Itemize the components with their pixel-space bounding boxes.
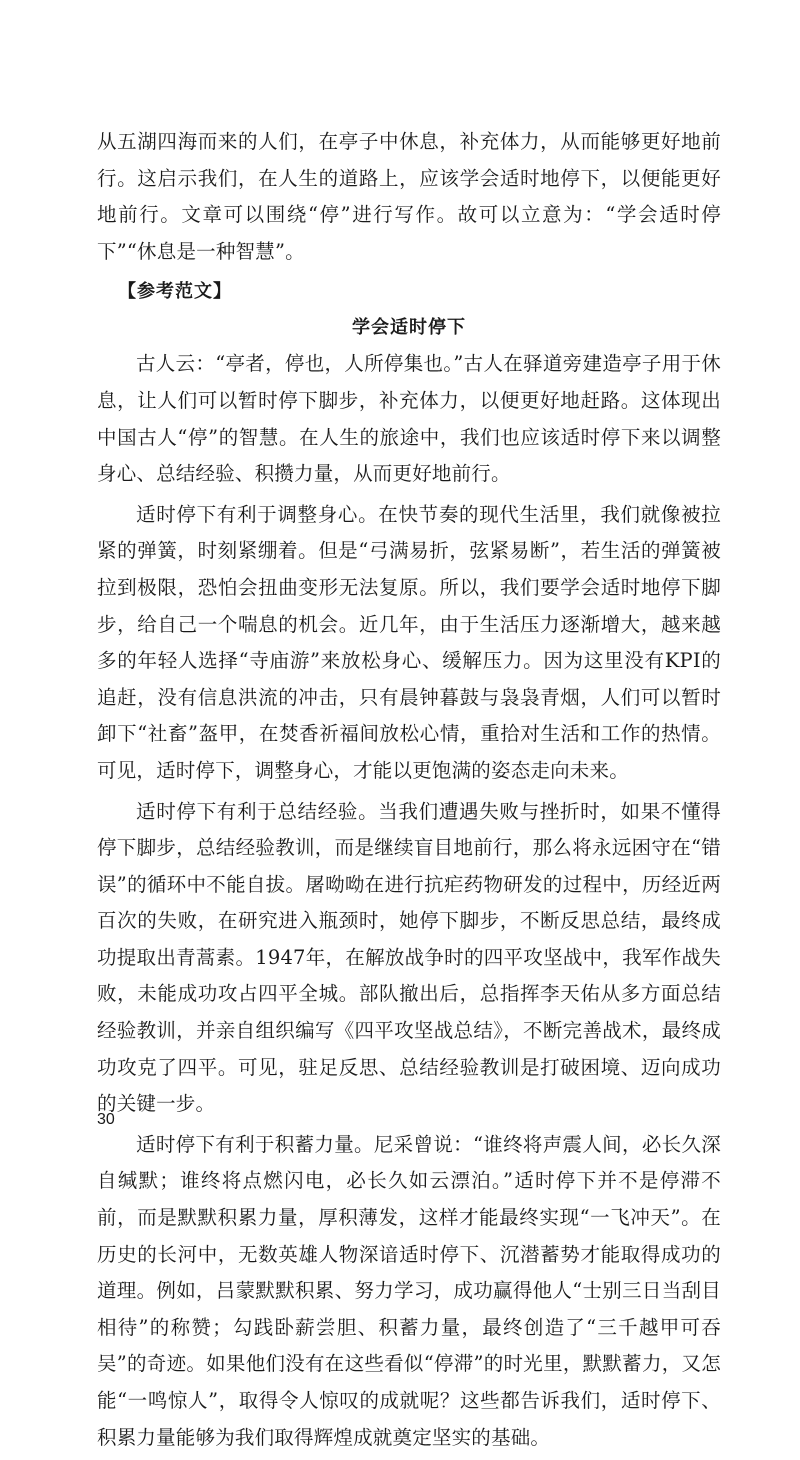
page-number: 30 [97,1111,115,1128]
essay-title: 学会适时停下 [352,317,466,339]
essay-paragraph-1: 古人云：“亭者，停也，人所停集也。”古人在驿道旁建造亭子用于休息，让人们可以暂时停下脚步，补充体力，以便更好地赶路。这体现出中国古人“停”的智慧。在人生的旅途中，我们也应该适时停下来以调整身心、总结经验、积攒力量，从而更好地前行。 [97,352,721,486]
essay-paragraph-4: 适时停下有利于积蓄力量。尼采曾说：“谁终将声震人间，必长久深自缄默；谁终将点燃闪电，必长久如云漂泊。”适时停下并不是停滞不前，而是默默积累力量，厚积薄发，这样才能最终实现“一飞冲天”。在历史的长河中，无数英雄人物深谙适时停下、沉潜蓄势才能取得成功的道理。例如，吕蒙默默积累、努力学习，成功赢得他人“士别三日当刮目相待”的称赞；勾践卧薪尝胆、积蓄力量，最终创造了“三千越甲可吞吴”的奇迹。如果他们没有在这些看似“停滞”的时光里，默默蓄力，又怎能“一鸣惊人”，取得令人惊叹的成就呢？这些都告诉我们，适时停下、积累力量能够为我们取得辉煌成就奠定坚实的基础。 [97,1132,721,1449]
page-content [97,124,721,1460]
section-label: 【参考范文】 [118,281,232,303]
intro-paragraph: 从五湖四海而来的人们，在亭子中休息，补充体力，从而能够更好地前行。这启示我们，在人生的道路上，应该学会适时地停下，以便能更好地前行。文章可以围绕“停”进行写作。故可以立意为：“学会适时停下”“休息是一种智慧”。 [97,130,721,263]
essay-paragraph-2: 适时停下有利于调整身心。在快节奏的现代生活里，我们就像被拉紧的弹簧，时刻紧绷着。但是“弓满易折，弦紧易断”，若生活的弹簧被拉到极限，恐怕会扭曲变形无法复原。所以，我们要学会适时地停下脚步，给自己一个喘息的机会。近几年，由于生活压力逐渐增大，越来越多的年轻人选择“寺庙游”来放松身心、缓解压力。因为这里没有KPI的追赶，没有信息洪流的冲击，只有晨钟暮鼓与袅袅青烟，人们可以暂时卸下“社畜”盔甲，在焚香祈福间放松心情，重拾对生活和工作的热情。可见，适时停下，调整身心，才能以更饱满的姿态走向未来。 [97,502,721,782]
essay-paragraph-3: 适时停下有利于总结经验。当我们遭遇失败与挫折时，如果不懂得停下脚步，总结经验教训，而是继续盲目地前行，那么将永远困守在“错误”的循环中不能自拔。屠呦呦在进行抗疟药物研发的过程中，历经近两百次的失败，在研究进入瓶颈时，她停下脚步，不断反思总结，最终成功提取出青蒿素。1947年，在解放战争时的四平攻坚战中，我军作战失败，未能成功攻占四平全城。部队撤出后，总指挥李天佑从多方面总结经验教训，并亲自组织编写《四平攻坚战总结》，不断完善战术，最终成功攻克了四平。可见，驻足反思、总结经验教训是打破困境、迈向成功的关键一步。 [97,799,721,1116]
